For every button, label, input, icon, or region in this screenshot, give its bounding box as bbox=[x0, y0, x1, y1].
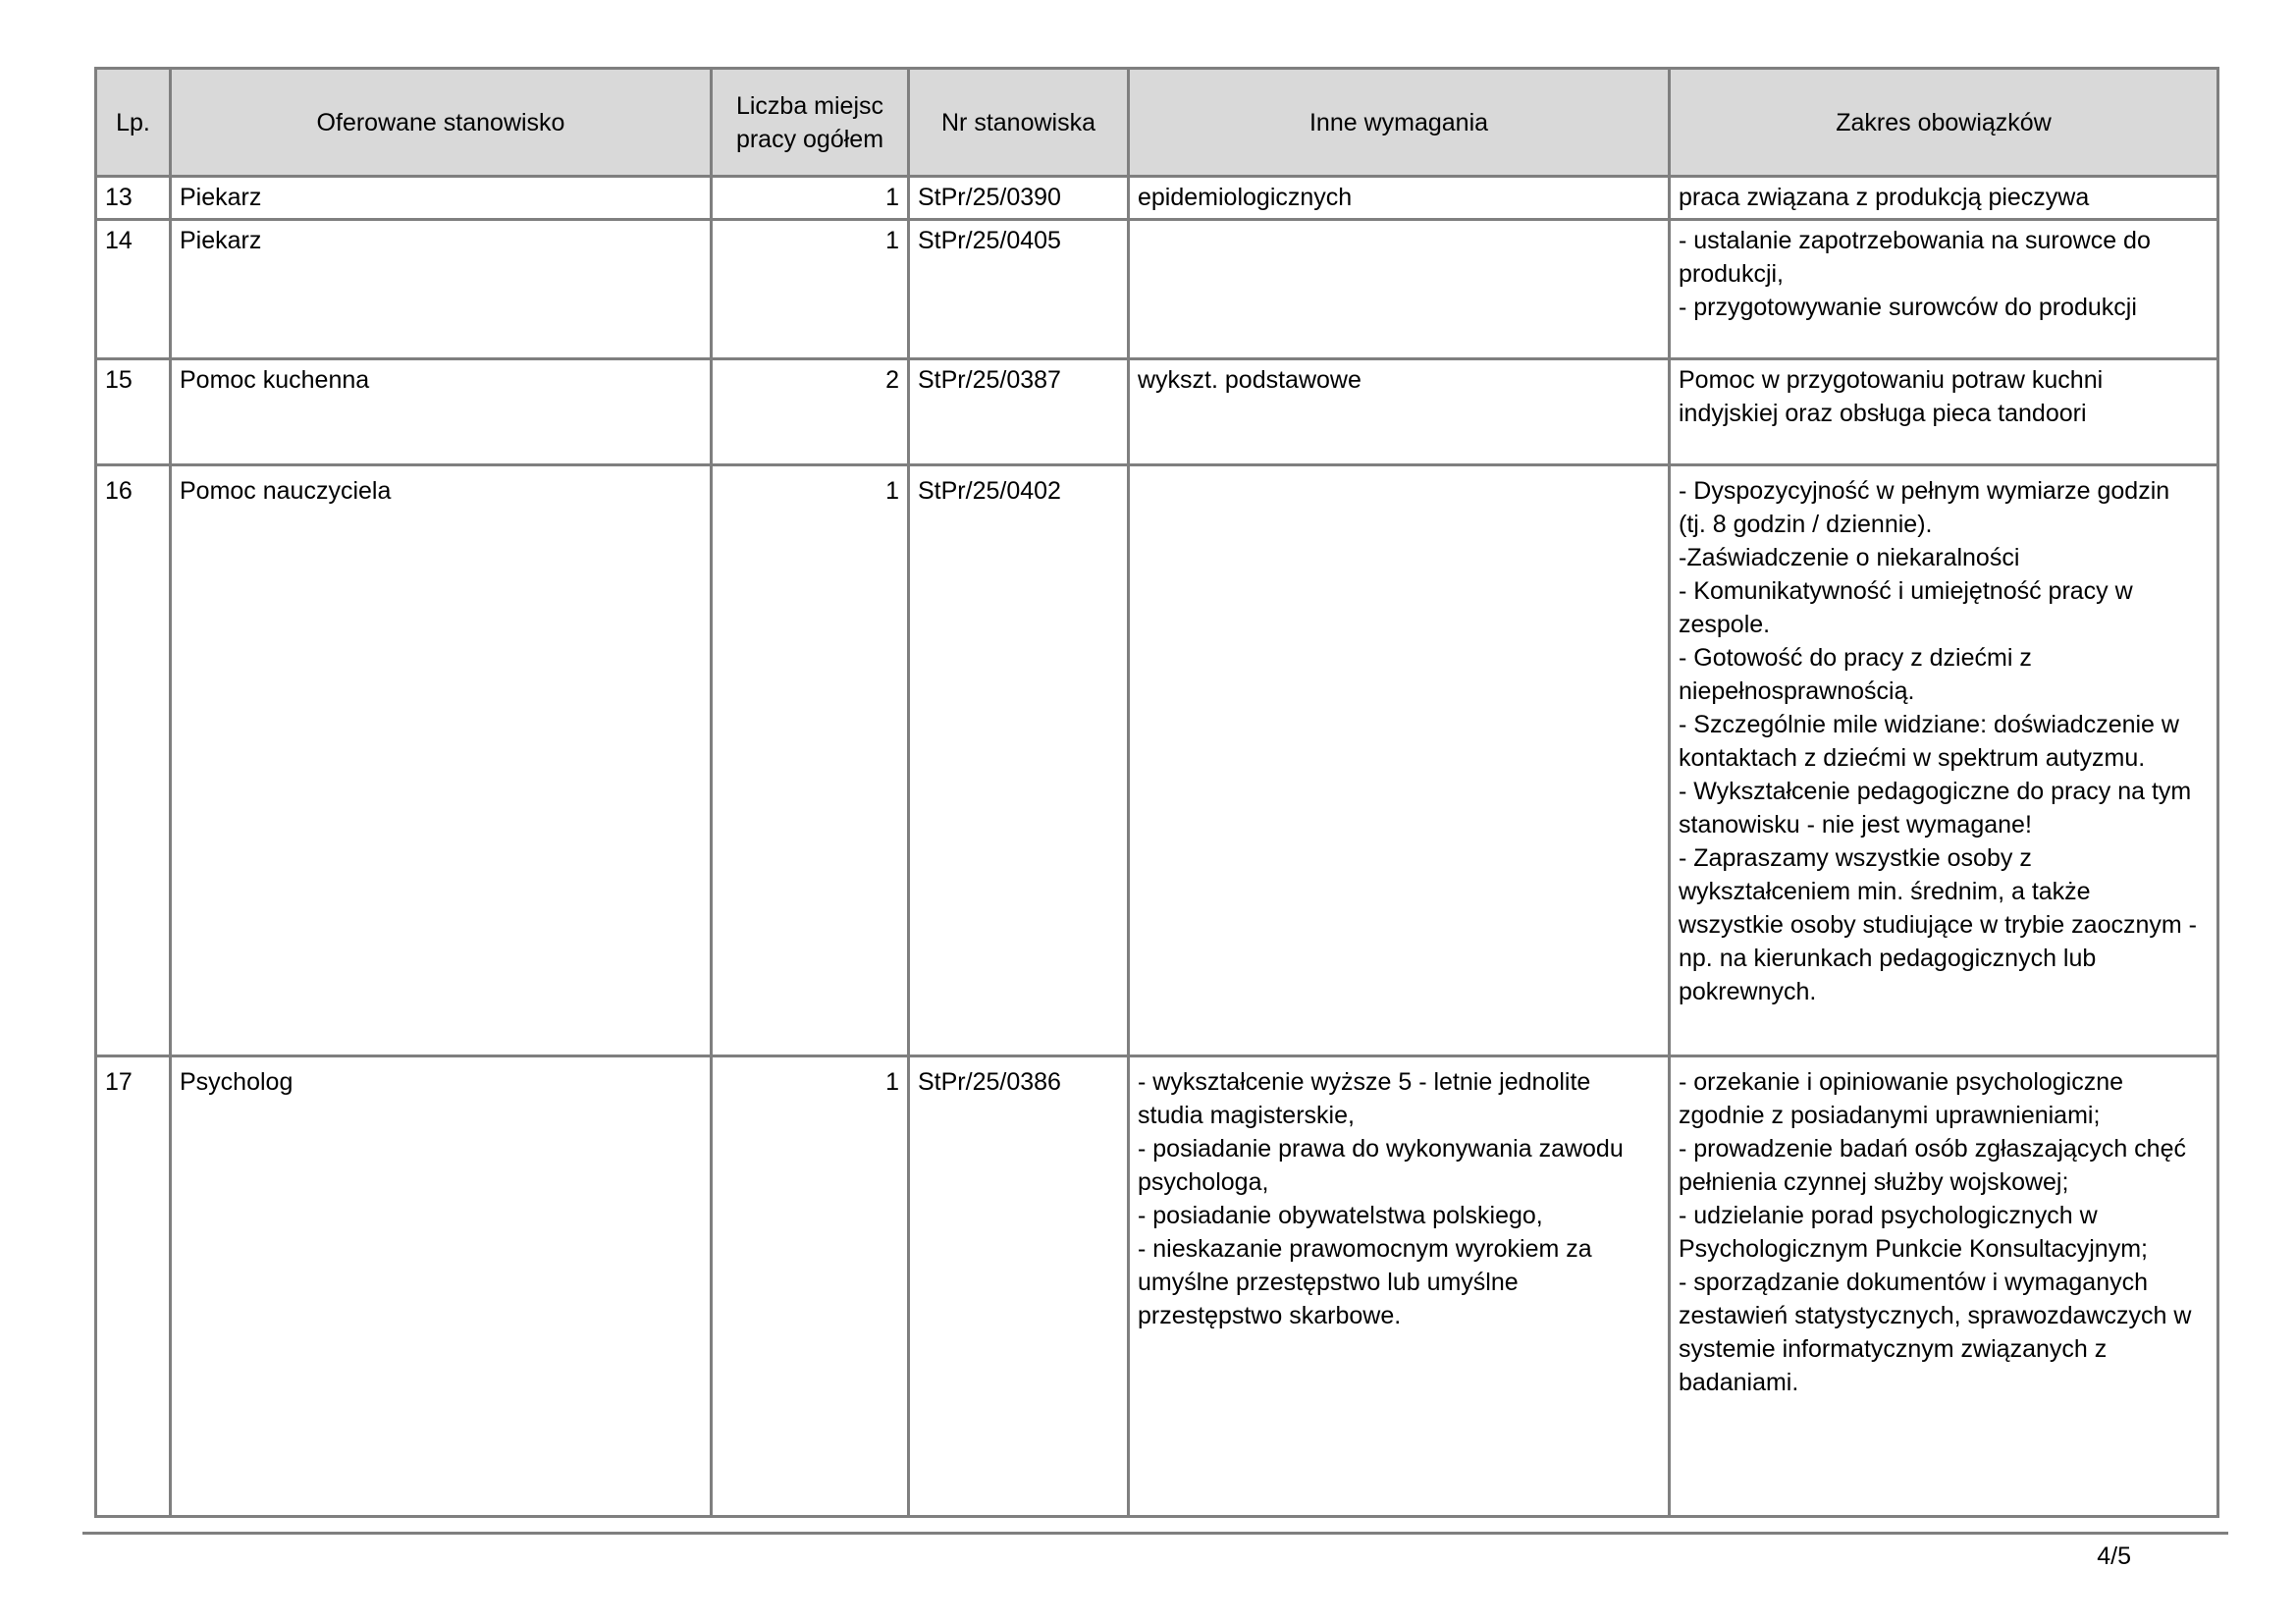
cell-count: 1 bbox=[712, 177, 909, 220]
cell-duties: - ustalanie zapotrzebowania na surowce do produkcji, - przygotowywanie surowców do produkcji bbox=[1670, 220, 2218, 359]
cell-requirements: epidemiologicznych bbox=[1129, 177, 1670, 220]
cell-count: 2 bbox=[712, 359, 909, 465]
cell-nr: StPr/25/0387 bbox=[909, 359, 1129, 465]
header-position: Oferowane stanowisko bbox=[171, 69, 712, 177]
header-duties: Zakres obowiązków bbox=[1670, 69, 2218, 177]
header-lp: Lp. bbox=[96, 69, 171, 177]
header-requirements: Inne wymagania bbox=[1129, 69, 1670, 177]
table-row bbox=[96, 465, 2218, 1056]
cell-duties: praca związana z produkcją pieczywa bbox=[1670, 177, 2218, 220]
table-row bbox=[96, 1056, 2218, 1517]
cell-count: 1 bbox=[712, 220, 909, 359]
table-row bbox=[96, 220, 2218, 359]
cell-duties: - orzekanie i opiniowanie psychologiczne zgodnie z posiadanymi uprawnieniami; - prowadzenie badań osób zgłaszających chęć pełnienia czynnej służby wojskowej; - udzielanie porad psychologicznych w Psychologicznym Punkcie Konsultacyjnym; - sporządzanie dokumentów i wymaganych zestawień statystycznych, sprawozdawczych w systemie informatycznym związanych z badaniami. bbox=[1670, 1056, 2218, 1517]
cell-requirements: - wykształcenie wyższe 5 - letnie jednolite studia magisterskie, - posiadanie prawa do wykonywania zawodu psychologa, - posiadanie obywatelstwa polskiego, - nieskazanie prawomocnym wyrokiem za umyślne przestępstwo lub umyślne przestępstwo skarbowe. bbox=[1129, 1056, 1670, 1517]
cell-lp: 17 bbox=[96, 1056, 171, 1517]
cell-lp: 15 bbox=[96, 359, 171, 465]
header-count: Liczba miejsc pracy ogółem bbox=[712, 69, 909, 177]
table-row bbox=[96, 177, 2218, 220]
cell-duties: Pomoc w przygotowaniu potraw kuchni indyjskiej oraz obsługa pieca tandoori bbox=[1670, 359, 2218, 465]
table-row bbox=[96, 359, 2218, 465]
cell-position: Psycholog bbox=[171, 1056, 712, 1517]
table-header-row bbox=[96, 69, 2218, 177]
job-offers-table bbox=[94, 67, 2219, 1518]
cell-lp: 14 bbox=[96, 220, 171, 359]
cell-count: 1 bbox=[712, 465, 909, 1056]
header-nr: Nr stanowiska bbox=[909, 69, 1129, 177]
footer-divider bbox=[82, 1532, 2228, 1535]
cell-requirements bbox=[1129, 220, 1670, 359]
cell-position: Piekarz bbox=[171, 177, 712, 220]
cell-duties: - Dyspozycyjność w pełnym wymiarze godzin (tj. 8 godzin / dziennie). -Zaświadczenie o niekaralności - Komunikatywność i umiejętność pracy w zespole. - Gotowość do pracy z dziećmi z niepełnosprawnością. - Szczególnie mile widziane: doświadczenie w kontaktach z dziećmi w spektrum autyzmu. - Wykształcenie pedagogiczne do pracy na tym stanowisku - nie jest wymagane! - Zapraszamy wszystkie osoby z wykształceniem min. średnim, a także wszystkie osoby studiujące w trybie zaocznym - np. na kierunkach pedagogicznych lub pokrewnych. bbox=[1670, 465, 2218, 1056]
cell-nr: StPr/25/0390 bbox=[909, 177, 1129, 220]
cell-lp: 13 bbox=[96, 177, 171, 220]
cell-lp: 16 bbox=[96, 465, 171, 1056]
cell-count: 1 bbox=[712, 1056, 909, 1517]
cell-position: Pomoc nauczyciela bbox=[171, 465, 712, 1056]
cell-nr: StPr/25/0402 bbox=[909, 465, 1129, 1056]
cell-nr: StPr/25/0386 bbox=[909, 1056, 1129, 1517]
cell-requirements: wykszt. podstawowe bbox=[1129, 359, 1670, 465]
cell-position: Piekarz bbox=[171, 220, 712, 359]
cell-requirements bbox=[1129, 465, 1670, 1056]
cell-nr: StPr/25/0405 bbox=[909, 220, 1129, 359]
page-number: 4/5 bbox=[2097, 1542, 2131, 1570]
cell-position: Pomoc kuchenna bbox=[171, 359, 712, 465]
